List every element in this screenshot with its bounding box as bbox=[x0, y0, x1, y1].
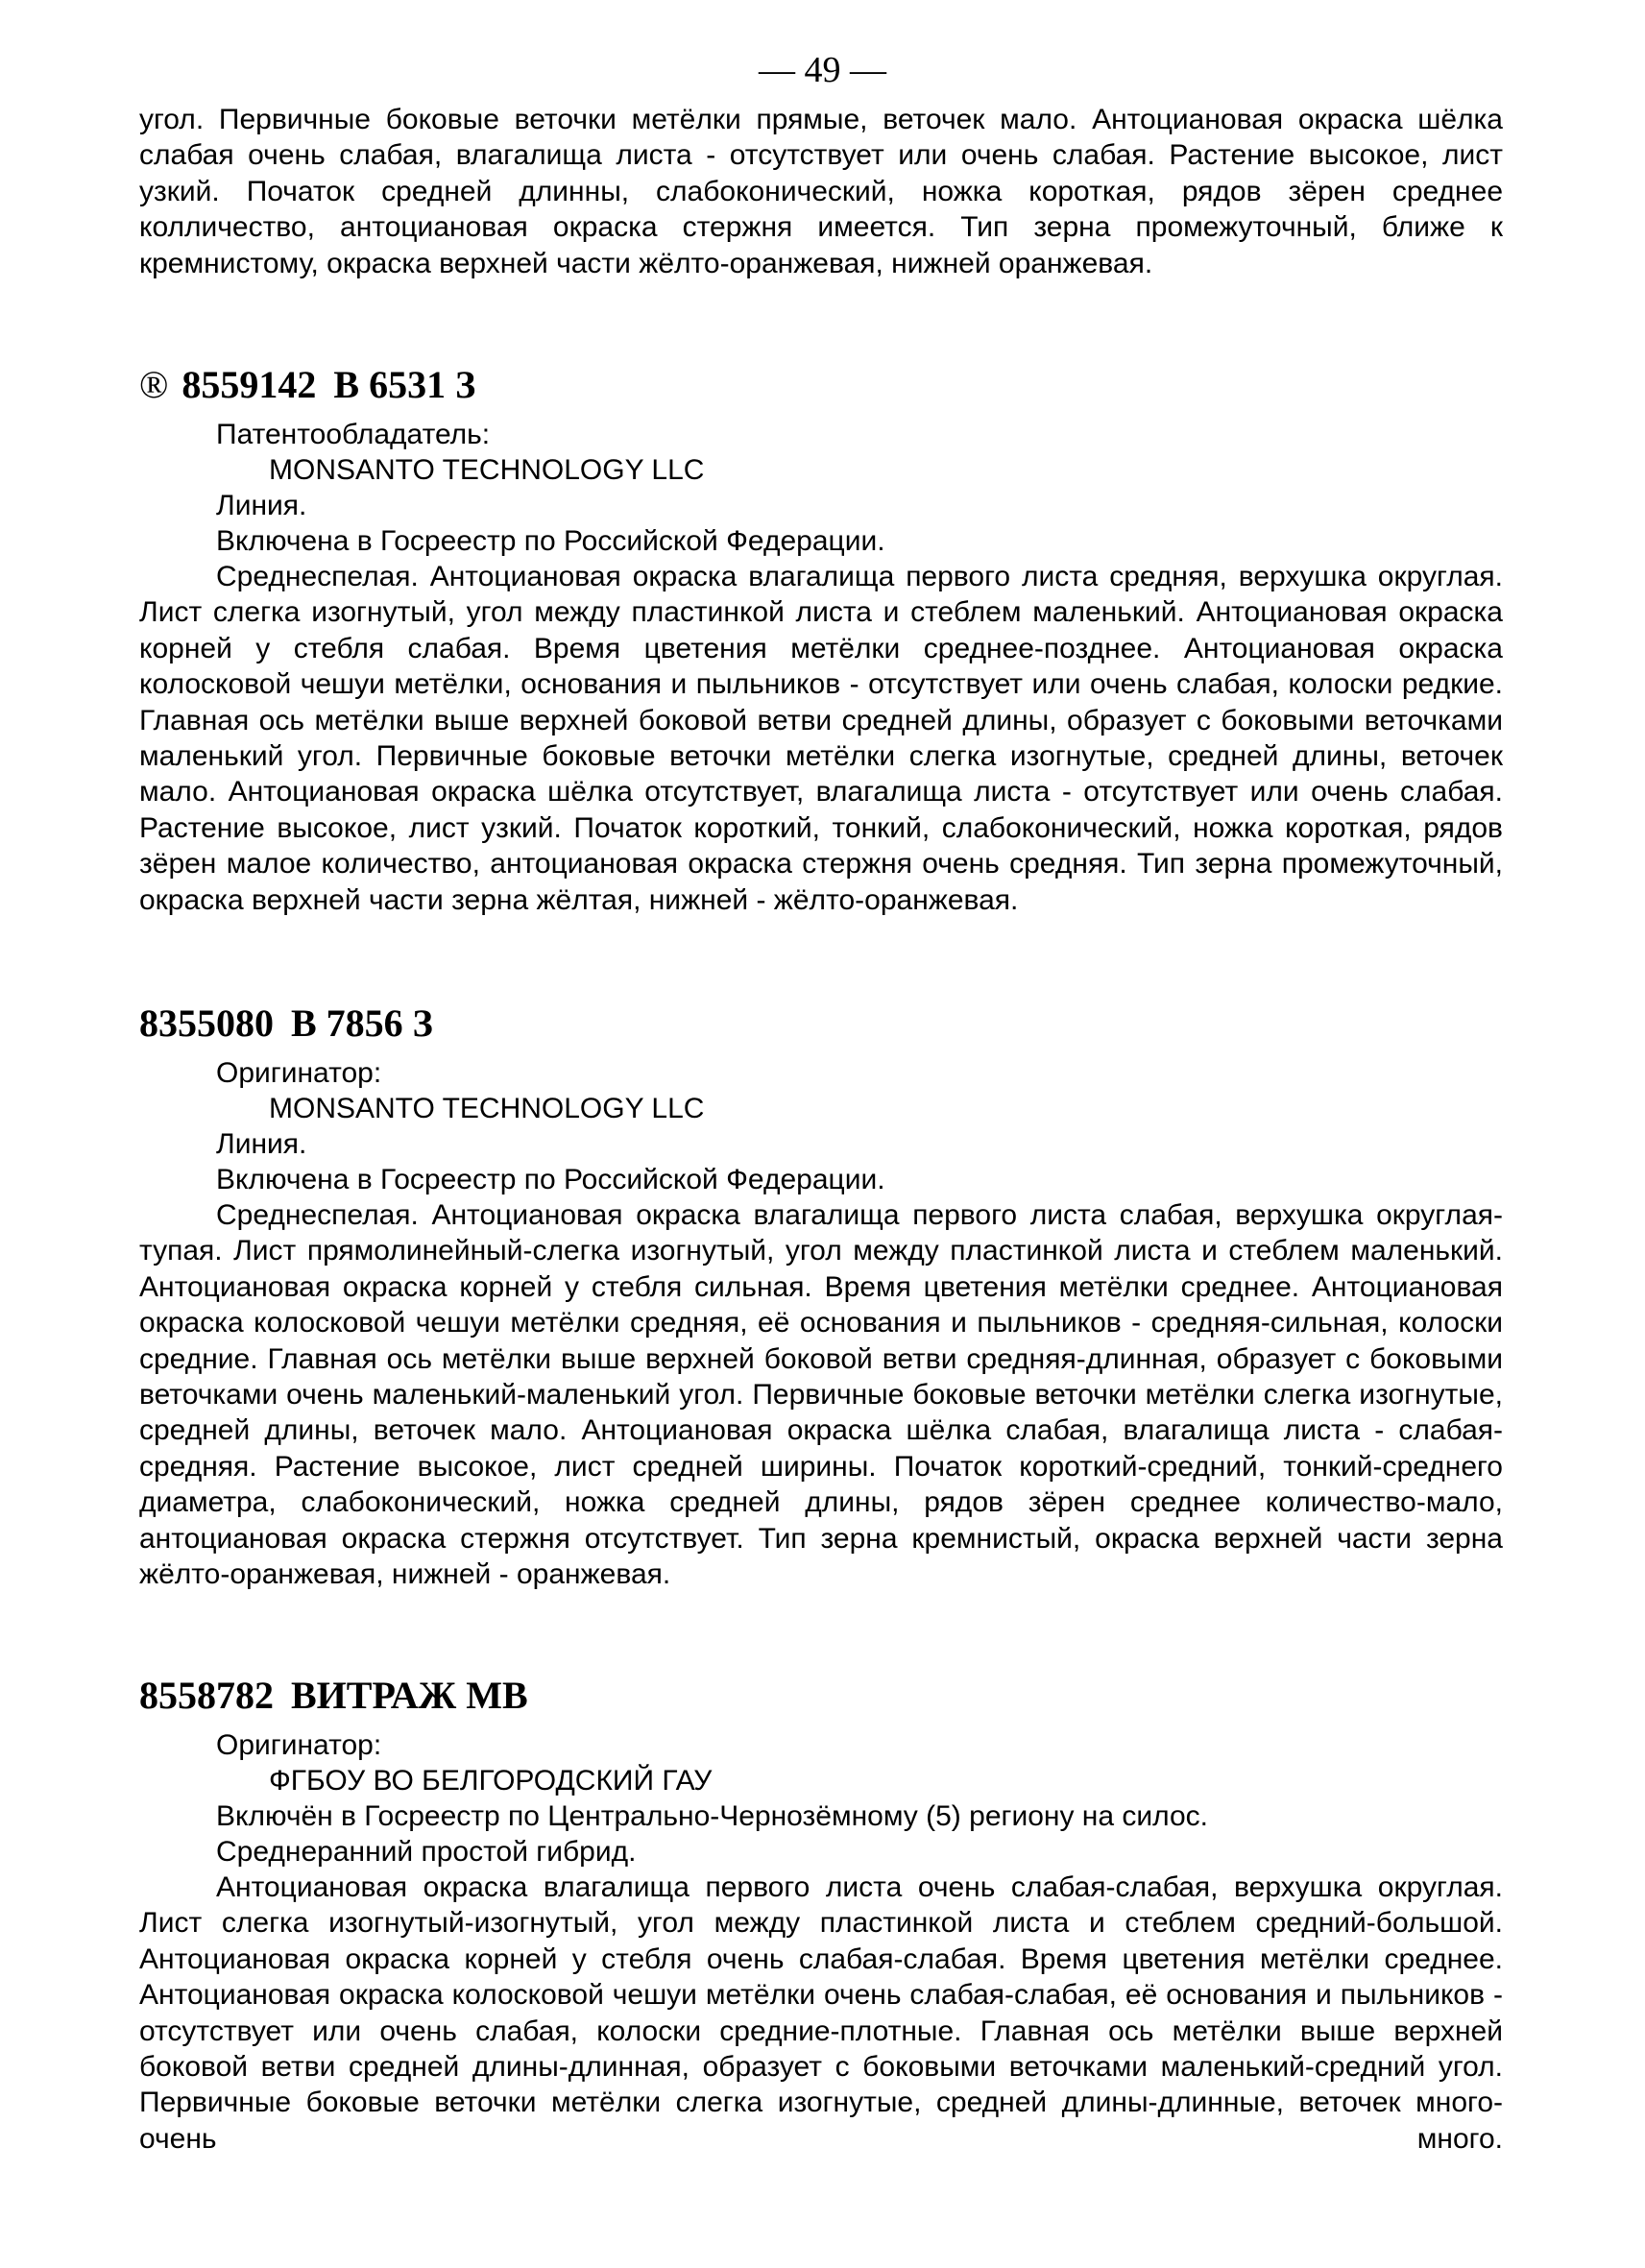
holder-label: Оригинатор: bbox=[216, 1057, 382, 1089]
registered-mark-icon: ® bbox=[139, 363, 169, 406]
intro-paragraph: угол. Первичные боковые веточки метёлки прямые, веточек мало. Антоциановая окраска шёлка слабая очень слабая, влагалища листа - отсутствует или очень слабая. Растение высокое, лист узкий. Початок средней длинны, слабоконический, ножка короткая, рядов зёрен среднее колличество, антоциановая окраска стержня имеется. Тип зерна промежуточный, ближе к кремнистому, окраска верхней части жёлто-оранжевая, нижней оранжевая. bbox=[139, 104, 1503, 279]
entry-number: 8558782 bbox=[139, 1674, 274, 1717]
entry-name: В 7856 З bbox=[291, 1001, 433, 1045]
holder-name: ФГБОУ ВО БЕЛГОРОДСКИЙ ГАУ bbox=[269, 1765, 713, 1797]
holder-label: Патентообладатель: bbox=[216, 419, 491, 450]
holder-label: Оригинатор: bbox=[216, 1729, 382, 1761]
entry-heading bbox=[139, 1674, 1503, 1718]
entry-description: Антоциановая окраска влагалища первого листа очень слабая-слабая, верхушка округлая. Лист слегка изогнутый-изогнутый, угол между пластинкой листа и стеблем средний-большой. Антоциановая окраска корней у стебля очень слабая-слабая. Время цветения метёлки среднее. Антоциановая окраска колосковой чешуи метёлки очень слабая-слабая, её основания и пыльников - отсутствует или очень слабая, колоски средние-плотные. Главная ось метёлки выше верхней боковой ветви средней длины-длинная, образует с боковыми веточками маленький-средний угол. Первичные боковые веточки метёлки слегка изогнутые, средней длины-длинные, веточек много-очень много. bbox=[139, 1871, 1503, 2155]
entry-description: Среднеспелая. Антоциановая окраска влагалища первого листа слабая, верхушка округлая-тупая. Лист прямолинейный-слегка изогнутый, угол между пластинкой листа и стеблем маленький. Антоциановая окраска корней у стебля сильная. Время цветения метёлки среднее. Антоциановая окраска колосковой чешуи метёлки средняя, её основания и пыльников - средняя-сильная, колоски средние. Главная ось метёлки выше верхней боковой ветви средняя-длинная, образует с боковыми веточками очень маленький-маленький угол. Первичные боковые веточки метёлки слегка изогнутые, средней длины, веточек мало. Антоциановая окраска шёлка слабая, влагалища листа - слабая-средняя. Растение высокое, лист средней ширины. Початок короткий-средний, тонкий-среднего диаметра, слабоконический, ножка средней длины, рядов зёрен среднее количество-мало, антоциановая окраска стержня отсутствует. Тип зерна кремнистый, окраска верхней части зерна жёлто-оранжевая, нижней - оранжевая. bbox=[139, 1199, 1503, 1591]
entry-type: Линия. bbox=[216, 1128, 307, 1160]
page-number: — 49 — bbox=[759, 50, 886, 90]
entry-number: 8355080 bbox=[139, 1001, 274, 1045]
entry-type: Среднеранний простой гибрид. bbox=[216, 1836, 637, 1868]
entry-heading bbox=[139, 363, 1503, 407]
entry-description: Среднеспелая. Антоциановая окраска влагалища первого листа средняя, верхушка округлая. Лист слегка изогнутый, угол между пластинкой листа и стеблем маленький. Антоциановая окраска корней у стебля слабая. Время цветения метёлки среднее-позднее. Антоциановая окраска колосковой чешуи метёлки, основания и пыльников - отсутствует или очень слабая, колоски редкие. Главная ось метёлки выше верхней боковой ветви средней длины, образует с боковыми веточками маленький угол. Первичные боковые веточки метёлки слегка изогнутые, средней длины, веточек мало. Антоциановая окраска шёлка отсутствует, влагалища листа - отсутствует или очень слабая. Растение высокое, лист узкий. Початок короткий, тонкий, слабоконический, ножка короткая, рядов зёрен малое количество, антоциановая окраска стержня очень средняя. Тип зерна промежуточный, окраска верхней части зерна жёлтая, нижней - жёлто-оранжевая. bbox=[139, 561, 1503, 916]
holder-name: MONSANTO TECHNOLOGY LLC bbox=[269, 454, 705, 486]
registry-note: Включена в Госреестр по Российской Федерации. bbox=[216, 525, 885, 557]
entry-number: 8559142 bbox=[181, 363, 317, 406]
registry-note: Включена в Госреестр по Российской Федерации. bbox=[216, 1164, 885, 1195]
holder-name: MONSANTO TECHNOLOGY LLC bbox=[269, 1093, 705, 1124]
entry-heading bbox=[139, 1001, 1503, 1046]
entry-type: Линия. bbox=[216, 490, 307, 521]
entry-name: ВИТРАЖ МВ bbox=[291, 1674, 528, 1717]
registry-note: Включён в Госреестр по Центрально-Чернозёмному (5) региону на силос. bbox=[216, 1800, 1208, 1832]
entry-name: В 6531 З bbox=[333, 363, 476, 406]
